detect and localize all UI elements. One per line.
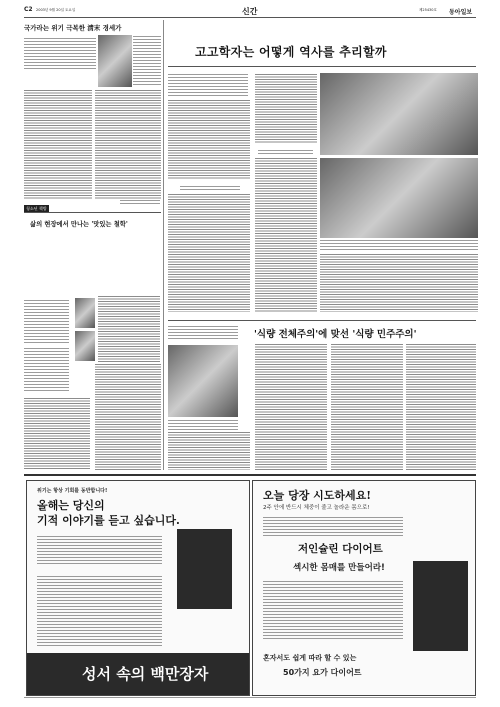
youth-bookshelf-label: 청소년 책방: [26, 206, 47, 211]
left-article2-lead: [98, 296, 160, 362]
left-article2-body-a: [24, 398, 90, 470]
issue-number: 제25430호: [419, 8, 437, 12]
second-body-d: [406, 344, 476, 470]
second-body-c: [331, 344, 403, 470]
left-article1-body-a: [24, 90, 92, 200]
portrait-photo: [98, 35, 132, 87]
main-headline-rule: [168, 66, 476, 67]
ad-left-book-cover: [177, 529, 232, 609]
page-date: 2003년 9월 20일 토요일: [36, 8, 76, 12]
main-book-info: [168, 74, 248, 96]
ad-left-tagline: 위기는 항상 기회를 동반합니다!: [37, 488, 108, 494]
book1-info: [24, 300, 69, 345]
author-caption: [168, 420, 238, 430]
ad-right-bottom-2: 50가지 요가 다이어트: [283, 668, 362, 677]
main-body-b: [168, 194, 250, 312]
ad-left-headline-2: 기적 이야기를 듣고 싶습니다.: [37, 514, 180, 527]
page-code: C2: [24, 6, 33, 13]
author-photo: [168, 345, 238, 417]
book2-info: [24, 348, 69, 393]
left-article2-body-b: [95, 364, 161, 470]
ad-left-banner: [27, 653, 249, 695]
ad-right-copy: [263, 517, 403, 537]
book-cover-2: [75, 331, 95, 361]
main-body-e: [320, 254, 478, 312]
section-title: 신간: [242, 7, 258, 16]
photo-caption: [320, 240, 478, 250]
ad-left-copy: [37, 536, 162, 564]
ad-right-mid: 섹시한 몸매를 만들어라!: [293, 563, 385, 573]
column-divider: [163, 20, 164, 470]
second-body-a: [168, 432, 250, 470]
ad-right-title: 저인슐린 다이어트: [298, 543, 383, 555]
ad-left-headline-1: 올해는 당신의: [37, 499, 105, 512]
main-body-c: [255, 74, 317, 144]
second-headline: '식량 전체주의'에 맞선 '식량 민주주의': [254, 329, 417, 340]
left-article1-body-b: [95, 90, 161, 200]
left-article1-title: 국가라는 위기 극복한 淸末 경세가: [24, 24, 122, 32]
ad-low-insulin-diet: [252, 480, 476, 696]
header-rule: [24, 17, 476, 18]
main-headline: 고고학자는 어떻게 역사를 추리할까: [195, 45, 387, 59]
portrait-caption: [133, 36, 161, 86]
left-article1-byline: [120, 200, 160, 204]
ad-section-rule: [24, 474, 476, 476]
ad-right-details: [263, 581, 403, 641]
left-article1-lead: [24, 38, 96, 70]
ad-left-details: [37, 576, 162, 646]
second-book-info: [168, 326, 238, 340]
archaeology-photo: [320, 158, 478, 238]
ad-right-sub: 2주 안에 반드시 체중이 줄고 놀라운 몸으로!: [263, 505, 370, 511]
paper-name: 동아일보: [449, 9, 473, 16]
masthead: [24, 6, 476, 16]
ad-right-bottom-1: 혼자서도 쉽게 따라 할 수 있는: [263, 654, 357, 662]
youth-box-rule: [24, 212, 161, 213]
ad-right-top: 오늘 당장 시도하세요!: [263, 489, 372, 502]
ancient-artifacts-photo: [320, 73, 478, 155]
second-body-b: [255, 344, 327, 470]
left-article2-title: 삶의 현장에서 만나는 '맛있는 철학': [30, 221, 128, 228]
ad-bible-millionaire: [26, 480, 250, 696]
main-mid-rule: [168, 320, 476, 321]
main-body-d: [255, 158, 317, 312]
main-subhead-a: [180, 186, 240, 190]
footer-rule: [24, 697, 476, 698]
ad-right-book-cover: [413, 561, 468, 651]
main-subhead-c: [258, 150, 313, 154]
main-body-a: [168, 100, 250, 180]
ad-left-bottom-title: 성서 속의 백만장자: [82, 665, 209, 683]
book-cover-1: [75, 298, 95, 328]
